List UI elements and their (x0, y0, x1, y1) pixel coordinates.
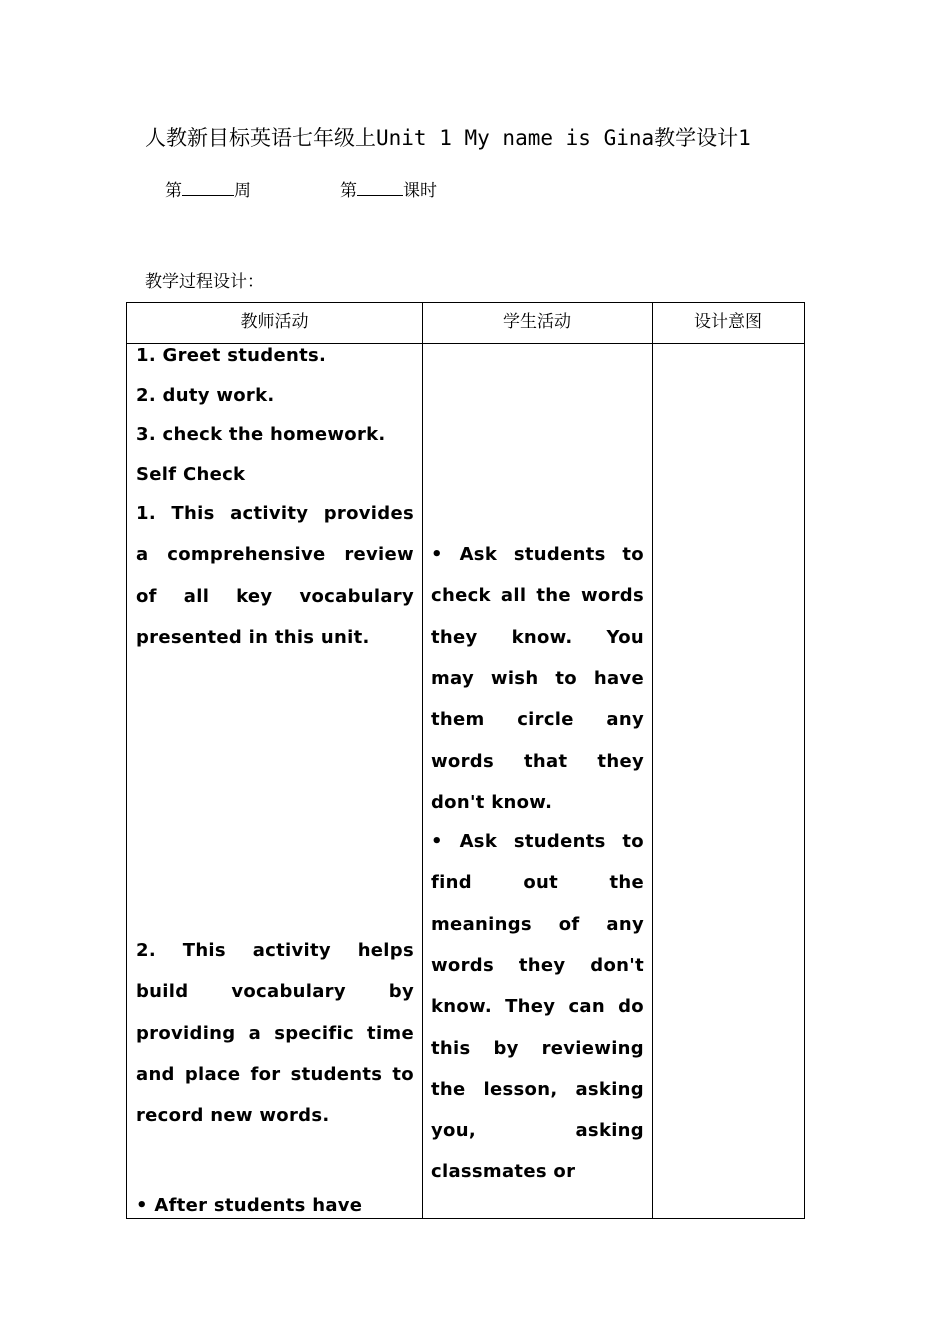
student-bullet1-line: they know. You (431, 626, 644, 648)
teacher-item1-line: a comprehensive review (136, 544, 414, 566)
student-bullet2-line: • Ask students to (431, 831, 644, 852)
header-divider (127, 343, 804, 344)
week-prefix: 第 (165, 181, 182, 201)
period-prefix: 第 (340, 181, 357, 201)
column-divider (422, 303, 423, 1218)
student-bullet2-line: words they don't (431, 954, 644, 976)
teacher-item1-line: of all key vocabulary (136, 585, 414, 607)
column-divider (652, 303, 653, 1218)
week-blank (182, 178, 234, 196)
student-bullet1-line: check all the words (431, 585, 644, 607)
teacher-line: 2. duty work. (136, 385, 275, 406)
teacher-line: 3. check the homework. (136, 424, 386, 445)
student-bullet2-line: this by reviewing (431, 1037, 644, 1059)
teacher-item2-line: build vocabulary by (136, 981, 414, 1003)
teacher-line: 1. Greet students. (136, 345, 327, 366)
student-bullet2-line: know. They can do (431, 996, 644, 1018)
teacher-item2-line: 2. This activity helps (136, 940, 414, 961)
student-bullet2-line: you, asking (431, 1120, 644, 1142)
student-bullet1-line: them circle any (431, 709, 644, 731)
period-field (340, 176, 437, 201)
student-bullet2-line: meanings of any (431, 913, 644, 935)
student-bullet1-line: don't know. (431, 791, 553, 813)
teacher-item3-line: • After students have (136, 1195, 363, 1216)
header-design-intent: 设计意图 (694, 312, 762, 332)
self-check-heading: Self Check (136, 464, 246, 485)
teacher-item1-line: 1. This activity provides (136, 503, 414, 524)
teacher-item2-line: providing a specific time (136, 1022, 414, 1044)
header-teacher-activity: 教师活动 (240, 312, 309, 332)
header-student-activity: 学生活动 (503, 312, 571, 332)
student-bullet2-line: the lesson, asking (431, 1078, 644, 1100)
teacher-item2-line: record new words. (136, 1105, 330, 1127)
week-suffix: 周 (234, 181, 251, 201)
teacher-item1-line: presented in this unit. (136, 626, 370, 648)
student-bullet1-line: may wish to have (431, 667, 644, 689)
period-blank (357, 178, 403, 196)
student-bullet2-line: classmates or (431, 1161, 576, 1183)
teacher-item2-line: and place for students to (136, 1063, 414, 1085)
week-field (165, 176, 251, 201)
student-bullet1-line: words that they (431, 750, 644, 772)
document-title: 人教新目标英语七年级上Unit 1 My name is Gina教学设计1 (145, 126, 751, 150)
process-design-label: 教学过程设计： (145, 272, 264, 292)
lesson-process-table (126, 302, 805, 1219)
student-bullet2-line: find out the (431, 872, 644, 894)
student-bullet1-line: • Ask students to (431, 544, 644, 565)
period-suffix: 课时 (403, 181, 437, 201)
